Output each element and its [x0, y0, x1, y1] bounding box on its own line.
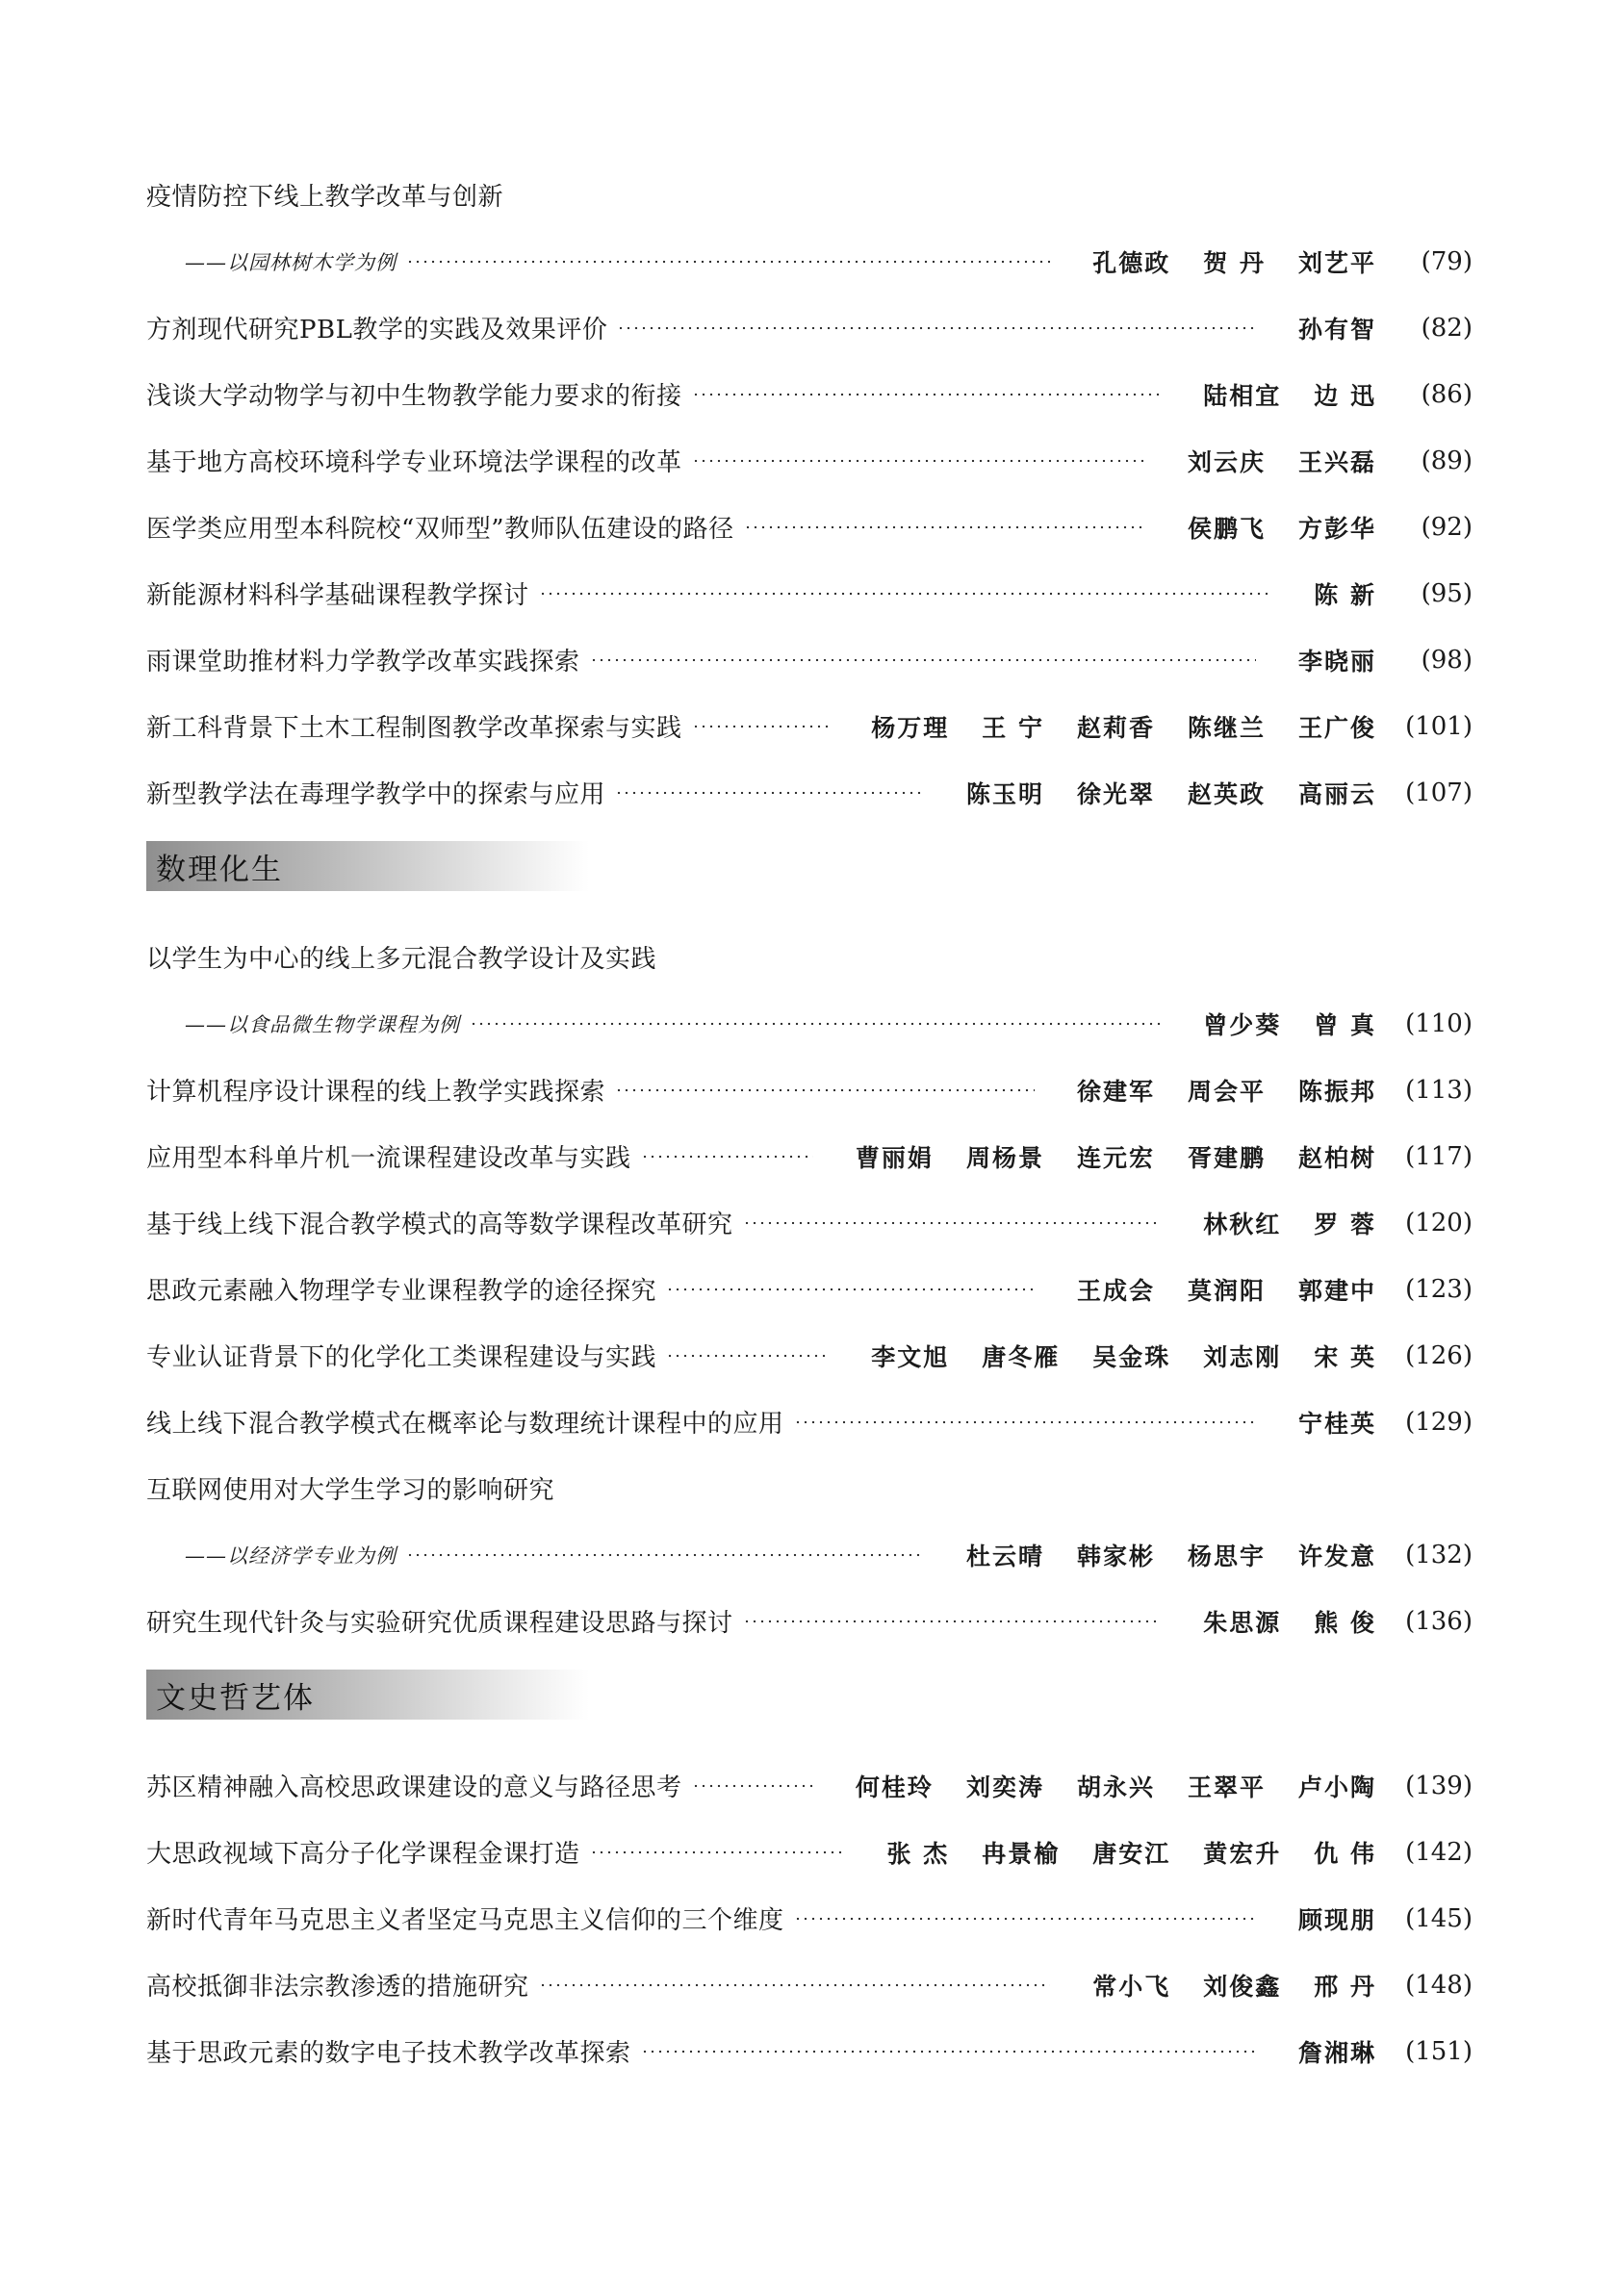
toc-entry[interactable]: [146, 924, 1473, 1057]
toc-entry[interactable]: [146, 1455, 1473, 1588]
toc-entry-row: [146, 1189, 1473, 1256]
page-number: (101): [1405, 711, 1473, 741]
entry-title: 新型教学法在毒理学教学中的探索与应用: [146, 780, 606, 809]
entry-title: 苏区精神融入高校思政课建设的意义与路径思考: [146, 1773, 682, 1802]
toc-entry[interactable]: [146, 1588, 1473, 1654]
entry-title: 高校抵御非法宗教渗透的措施研究: [146, 1973, 529, 2002]
author-name: 宁桂英: [1297, 1409, 1376, 1438]
dot-leader: [406, 259, 1050, 265]
section-header: [146, 841, 589, 891]
author-name: 刘云庆: [1187, 447, 1266, 476]
entry-title: 以学生为中心的线上多元混合教学设计及实践: [146, 945, 657, 974]
page-number: (79): [1421, 246, 1473, 276]
entry-title: 基于思政元素的数字电子技术教学改革探索: [146, 2039, 631, 2068]
author-name: 杜云晴: [965, 1542, 1044, 1570]
entry-title: 基于地方高校环境科学专业环境法学课程的改革: [146, 448, 682, 477]
entry-title: 专业认证背景下的化学化工类课程建设与实践: [146, 1343, 657, 1372]
entry-title: 医学类应用型本科院校“双师型”教师队伍建设的路径: [146, 515, 734, 544]
author-name: 李文旭: [871, 1342, 950, 1371]
author-name: 刘俊鑫: [1203, 1972, 1282, 2001]
entry-authors: [823, 1139, 1376, 1174]
entry-authors: [1281, 576, 1376, 611]
page-number: (110): [1405, 1008, 1473, 1038]
toc-entry-row: [146, 294, 1473, 361]
author-name: 徐建军: [1076, 1077, 1155, 1106]
dot-leader: [615, 1087, 1035, 1093]
page-number: (151): [1405, 2036, 1473, 2066]
page-number: (139): [1405, 1771, 1473, 1800]
entry-title: 疫情防控下线上教学改革与创新: [146, 183, 504, 212]
toc-entry[interactable]: [146, 294, 1473, 361]
entry-authors: [823, 1769, 1376, 1803]
page-number: (136): [1405, 1606, 1473, 1636]
dot-leader: [794, 1916, 1256, 1922]
author-name: 陈继兰: [1187, 713, 1266, 742]
toc-entry[interactable]: [146, 1752, 1473, 1819]
dot-leader: [692, 392, 1162, 397]
author-name: 陆相宜: [1203, 381, 1282, 410]
entry-authors: [1170, 1206, 1376, 1240]
author-name: 唐冬雁: [982, 1342, 1061, 1371]
toc-entry-subrow: [146, 1521, 1473, 1588]
entry-title: 应用型本科单片机一流课程建设改革与实践: [146, 1144, 631, 1173]
entry-authors: [838, 709, 1376, 744]
toc-entry[interactable]: [146, 1819, 1473, 1885]
dot-leader: [641, 1154, 813, 1160]
page-number: (113): [1405, 1075, 1473, 1105]
entry-authors: [1266, 2034, 1376, 2069]
toc-entry[interactable]: [146, 1256, 1473, 1322]
author-name: 赵柏树: [1297, 1143, 1376, 1172]
author-name: 唐安江: [1092, 1839, 1171, 1868]
toc-section: [146, 162, 1473, 826]
section-header: [146, 1670, 589, 1720]
entry-title: 新工科背景下土木工程制图教学改革探索与实践: [146, 714, 682, 743]
author-name: 周杨景: [965, 1143, 1044, 1172]
dot-leader: [615, 790, 924, 796]
author-name: 罗 蓉: [1314, 1210, 1376, 1238]
toc-entry[interactable]: [146, 2018, 1473, 2084]
toc-entry[interactable]: [146, 1057, 1473, 1123]
page-number: (129): [1405, 1407, 1473, 1437]
entry-subtitle: ——以园林树木学为例: [185, 250, 397, 274]
toc-entry-row: [146, 361, 1473, 427]
entry-title: 线上线下混合教学模式在概率论与数理统计课程中的应用: [146, 1410, 784, 1439]
entry-subtitle: ——以经济学专业为例: [185, 1543, 397, 1568]
dot-leader: [590, 1850, 845, 1855]
entry-authors: [1060, 244, 1376, 279]
author-name: 王翠平: [1187, 1773, 1266, 1801]
author-name: 卢小陶: [1297, 1773, 1376, 1801]
entry-title: 方剂现代研究PBL教学的实践及效果评价: [146, 316, 608, 344]
page-number: (142): [1405, 1837, 1473, 1867]
author-name: 郭建中: [1297, 1276, 1376, 1305]
author-name: 顾现朋: [1297, 1905, 1376, 1934]
dot-leader: [406, 1552, 924, 1558]
entry-authors: [1266, 1901, 1376, 1936]
page-number: (107): [1405, 778, 1473, 807]
entry-authors: [838, 1339, 1376, 1373]
author-name: 王广俊: [1297, 713, 1376, 742]
author-name: 高丽云: [1297, 779, 1376, 808]
page-number: (126): [1405, 1340, 1473, 1370]
entry-authors: [934, 1538, 1376, 1572]
dot-leader: [692, 724, 830, 729]
entry-authors: [934, 776, 1376, 810]
author-name: 邢 丹: [1314, 1972, 1376, 2001]
toc-entry-row: [146, 1256, 1473, 1322]
author-name: 冉景榆: [982, 1839, 1061, 1868]
section-title: 数理化生: [156, 852, 283, 887]
entry-title: 互联网使用对大学生学习的影响研究: [146, 1476, 555, 1505]
toc-entry-row: [146, 1952, 1473, 2018]
dot-leader: [794, 1419, 1256, 1425]
toc-entry-row: [146, 1322, 1473, 1389]
dot-leader: [470, 1021, 1161, 1027]
author-name: 刘奕涛: [965, 1773, 1044, 1801]
page-number: (132): [1405, 1540, 1473, 1569]
author-name: 连元宏: [1076, 1143, 1155, 1172]
toc-entry[interactable]: [146, 1189, 1473, 1256]
dot-leader: [743, 1220, 1162, 1226]
dot-leader: [641, 2049, 1256, 2054]
toc-entry-row: [146, 427, 1473, 494]
section-title: 文史哲艺体: [156, 1680, 315, 1716]
dot-leader: [692, 458, 1145, 464]
toc-entry[interactable]: [146, 162, 1473, 294]
author-name: 赵莉香: [1076, 713, 1155, 742]
page-number: (98): [1421, 645, 1473, 675]
page-number: (117): [1405, 1141, 1473, 1171]
author-name: 胡永兴: [1076, 1773, 1155, 1801]
author-name: 王成会: [1076, 1276, 1155, 1305]
toc-entry[interactable]: [146, 560, 1473, 626]
dot-leader: [617, 325, 1256, 331]
author-name: 曹丽娟: [855, 1143, 934, 1172]
author-name: 仇 伟: [1314, 1839, 1376, 1868]
toc-section: [146, 841, 1473, 1654]
toc-entry[interactable]: [146, 626, 1473, 693]
author-name: 陈玉明: [965, 779, 1044, 808]
page-number: (145): [1405, 1903, 1473, 1933]
toc-entry-row: [146, 494, 1473, 560]
table-of-contents: [146, 162, 1473, 2084]
author-name: 朱思源: [1203, 1608, 1282, 1637]
toc-entry-subrow: [146, 228, 1473, 294]
entry-authors: [1155, 444, 1376, 478]
entry-title: 大思政视域下高分子化学课程金课打造: [146, 1840, 580, 1869]
author-name: 常小飞: [1092, 1972, 1171, 2001]
author-name: 何桂玲: [855, 1773, 934, 1801]
author-name: 侯鹏飞: [1187, 514, 1266, 543]
author-name: 李晓丽: [1297, 647, 1376, 676]
dot-leader: [539, 591, 1272, 597]
entry-authors: [1060, 1968, 1376, 2003]
entry-title: 新能源材料科学基础课程教学探讨: [146, 581, 529, 610]
entry-authors: [1266, 643, 1376, 677]
toc-entry[interactable]: [146, 1123, 1473, 1189]
toc-entry-row: [146, 693, 1473, 759]
author-name: 林秋红: [1203, 1210, 1282, 1238]
author-name: 孙有智: [1297, 315, 1376, 344]
entry-title: 新时代青年马克思主义者坚定马克思主义信仰的三个维度: [146, 1906, 784, 1935]
toc-entry[interactable]: [146, 1885, 1473, 1952]
toc-entry-row: [146, 1819, 1473, 1885]
author-name: 杨万理: [871, 713, 950, 742]
toc-entry-row: [146, 626, 1473, 693]
toc-section: [146, 1670, 1473, 2084]
page-number: (92): [1421, 512, 1473, 542]
author-name: 孔德政: [1092, 248, 1171, 277]
entry-authors: [1170, 1007, 1376, 1041]
author-name: 徐光翠: [1076, 779, 1155, 808]
dot-leader: [692, 1783, 813, 1789]
dot-leader: [743, 1619, 1162, 1624]
author-name: 方彭华: [1297, 514, 1376, 543]
toc-entry-row: [146, 560, 1473, 626]
toc-entry[interactable]: [146, 361, 1473, 427]
toc-entry[interactable]: [146, 1952, 1473, 2018]
author-name: 王兴磊: [1297, 447, 1376, 476]
author-name: 吴金珠: [1092, 1342, 1171, 1371]
entry-title: 浅谈大学动物学与初中生物教学能力要求的衔接: [146, 382, 682, 411]
author-name: 张 杰: [886, 1839, 950, 1868]
author-name: 陈 新: [1314, 580, 1376, 609]
dot-leader: [744, 524, 1145, 530]
entry-title: 基于线上线下混合教学模式的高等数学课程改革研究: [146, 1211, 733, 1239]
entry-authors: [1266, 1405, 1376, 1440]
entry-authors: [1266, 311, 1376, 345]
author-name: 刘艺平: [1297, 248, 1376, 277]
page-number: (89): [1421, 446, 1473, 475]
page-number: (120): [1405, 1208, 1473, 1237]
page-number: (86): [1421, 379, 1473, 409]
author-name: 詹湘琳: [1297, 2038, 1376, 2067]
author-name: 熊 俊: [1314, 1608, 1376, 1637]
entry-title: 雨课堂助推材料力学教学改革实践探索: [146, 648, 580, 676]
dot-leader: [539, 1982, 1051, 1988]
author-name: 陈振邦: [1297, 1077, 1376, 1106]
author-name: 韩家彬: [1076, 1542, 1155, 1570]
toc-entry[interactable]: [146, 759, 1473, 826]
dot-leader: [590, 657, 1256, 663]
author-name: 曾 真: [1314, 1010, 1376, 1039]
page-number: (123): [1405, 1274, 1473, 1304]
toc-entry-row: [146, 1752, 1473, 1819]
entry-title: 研究生现代针灸与实验研究优质课程建设思路与探讨: [146, 1609, 733, 1638]
author-name: 赵英政: [1187, 779, 1266, 808]
author-name: 莫润阳: [1187, 1276, 1266, 1305]
toc-entry-row: [146, 1123, 1473, 1189]
toc-entry[interactable]: [146, 1322, 1473, 1389]
entry-authors: [1155, 510, 1376, 545]
toc-entry-row: [146, 1455, 1473, 1521]
author-name: 杨思宇: [1187, 1542, 1266, 1570]
author-name: 王 宁: [982, 713, 1044, 742]
entry-authors: [855, 1835, 1376, 1870]
toc-entry-row: [146, 1885, 1473, 1952]
entry-subtitle: ——以食品微生物学课程为例: [185, 1012, 460, 1036]
author-name: 许发意: [1297, 1542, 1376, 1570]
toc-entry[interactable]: [146, 494, 1473, 560]
entry-authors: [1044, 1272, 1376, 1307]
toc-entry[interactable]: [146, 1389, 1473, 1455]
entry-title: 思政元素融入物理学专业课程教学的途径探究: [146, 1277, 657, 1306]
dot-leader: [666, 1287, 1035, 1292]
toc-entry-subrow: [146, 990, 1473, 1057]
page-number: (95): [1421, 578, 1473, 608]
author-name: 胥建鹏: [1187, 1143, 1266, 1172]
author-name: 刘志刚: [1203, 1342, 1282, 1371]
author-name: 黄宏升: [1203, 1839, 1282, 1868]
author-name: 宋 英: [1314, 1342, 1376, 1371]
toc-entry-row: [146, 924, 1473, 990]
toc-entry[interactable]: [146, 693, 1473, 759]
author-name: 贺 丹: [1203, 248, 1266, 277]
toc-entry-row: [146, 1057, 1473, 1123]
entry-authors: [1170, 1604, 1376, 1639]
toc-entry-row: [146, 759, 1473, 826]
toc-entry-row: [146, 2018, 1473, 2084]
page-number: (82): [1421, 313, 1473, 343]
author-name: 曾少葵: [1203, 1010, 1282, 1039]
author-name: 边 迅: [1314, 381, 1376, 410]
dot-leader: [666, 1353, 829, 1359]
toc-entry-row: [146, 1588, 1473, 1654]
toc-entry-row: [146, 162, 1473, 228]
page-number: (148): [1405, 1970, 1473, 2000]
toc-entry[interactable]: [146, 427, 1473, 494]
author-name: 周会平: [1187, 1077, 1266, 1106]
entry-authors: [1170, 377, 1376, 412]
toc-entry-row: [146, 1389, 1473, 1455]
entry-title: 计算机程序设计课程的线上教学实践探索: [146, 1078, 606, 1107]
entry-authors: [1044, 1073, 1376, 1108]
